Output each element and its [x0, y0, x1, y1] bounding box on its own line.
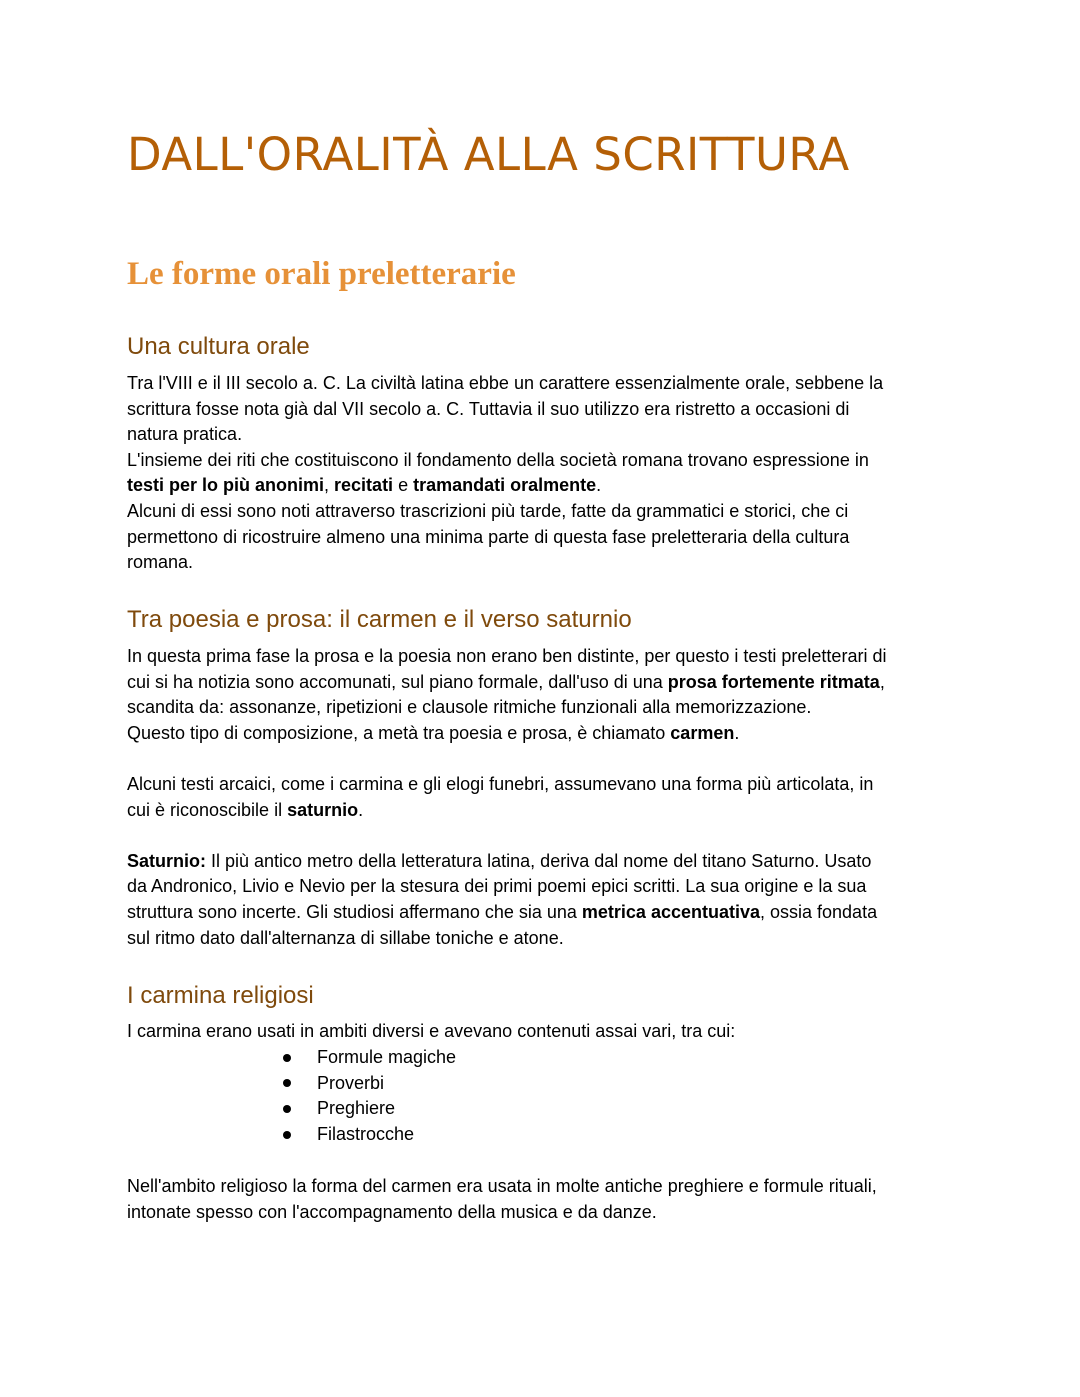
- list-item: [283, 1122, 456, 1148]
- text-span: In questa prima fase la prosa e la poesia non erano ben distinte, per questo i testi preletterari di: [127, 646, 887, 666]
- subsection-heading: Una cultura orale: [127, 333, 310, 360]
- text-line: [127, 798, 886, 824]
- list-item-text: Proverbi: [317, 1072, 385, 1093]
- text-span: Questo tipo di composizione, a metà tra poesia e prosa, è chiamato: [127, 722, 671, 743]
- text-line: [127, 772, 886, 798]
- bold-text: saturnio: [287, 799, 359, 820]
- text-span: ,: [879, 671, 885, 692]
- text-span: cui è riconoscibile il: [127, 799, 288, 820]
- list-item-text: Filastrocche: [317, 1123, 415, 1144]
- bullet-icon: [283, 1079, 291, 1087]
- list-item: [283, 1071, 456, 1097]
- subsection-heading: Tra poesia e prosa: il carmen e il verso saturnio: [127, 606, 632, 633]
- text-span: , ossia fondata: [760, 901, 878, 922]
- bold-text: testi per lo più anonimi: [127, 475, 325, 496]
- paragraph: [127, 371, 883, 576]
- text-span: sul ritmo dato dall'alternanza di sillabe toniche e atone.: [127, 927, 564, 948]
- text-span: Alcuni di essi sono noti attraverso trascrizioni più tarde, fatte da grammatici e storici, che ci: [127, 500, 849, 521]
- text-line: [127, 695, 886, 721]
- text-line: [127, 874, 886, 900]
- text-span: scrittura fosse nota già dal VII secolo a. C. Tuttavia il suo utilizzo era ristretto a occasioni di: [127, 398, 850, 419]
- bold-text: tramandati oralmente: [413, 475, 597, 496]
- bold-text: prosa fortemente ritmata: [667, 671, 880, 692]
- text-span: romana.: [127, 552, 194, 573]
- text-span: Nell'ambito religioso la forma del carmen era usata in molte antiche preghiere e formule rituali,: [127, 1176, 877, 1196]
- text-line: [127, 823, 886, 849]
- text-line: [127, 849, 886, 875]
- text-span: Il più antico metro della letteratura latina, deriva dal nome del titano Saturno. Usato: [206, 850, 872, 871]
- text-span: Alcuni testi arcaici, come i carmina e gli elogi funebri, assumevano una forma più articolata, in: [127, 773, 874, 794]
- paragraph: [127, 1019, 735, 1045]
- text-line: [127, 371, 883, 397]
- bold-text: recitati: [334, 475, 394, 496]
- subsection-heading: I carmina religiosi: [127, 982, 314, 1009]
- text-line: [127, 473, 883, 499]
- text-line: [127, 670, 886, 696]
- bold-text: Saturnio:: [127, 850, 206, 871]
- text-span: da Andronico, Livio e Nevio per la stesura dei primi poemi epici scritti. La sua origine e la sua: [127, 876, 867, 897]
- text-line: [127, 448, 883, 474]
- text-span: struttura sono incerte. Gli studiosi affermano che sia una: [127, 901, 582, 922]
- text-span: Tra l'VIII e il III secolo a. C. La civiltà latina ebbe un carattere essenzialmente orale, sebbene la: [127, 373, 884, 393]
- section-title: Le forme orali preletterarie: [127, 256, 516, 292]
- bullet-icon: [283, 1105, 291, 1113]
- text-span: .: [596, 475, 602, 496]
- list-item-text: Preghiere: [317, 1098, 396, 1119]
- text-line: [127, 1200, 877, 1226]
- list-item: [283, 1096, 456, 1122]
- text-span: L'insieme dei riti che costituiscono il fondamento della società romana trovano espressione in: [127, 449, 869, 470]
- text-line: [127, 926, 886, 952]
- text-line: [127, 1174, 877, 1200]
- bold-text: metrica accentuativa: [581, 901, 760, 922]
- text-span: natura pratica.: [127, 424, 243, 445]
- list-item-text: Formule magiche: [317, 1047, 457, 1067]
- text-span: cui si ha notizia sono accomunati, sul piano formale, dall'uso di una: [127, 671, 668, 692]
- list-item: [283, 1045, 456, 1071]
- bullet-icon: [283, 1131, 291, 1139]
- text-span: .: [734, 722, 740, 743]
- text-line: [127, 644, 886, 670]
- text-line: [127, 1019, 735, 1045]
- text-line: [127, 422, 883, 448]
- text-span: .: [358, 799, 364, 820]
- bullet-list: [283, 1045, 456, 1147]
- text-line: [127, 499, 883, 525]
- text-span: e: [393, 475, 414, 496]
- bold-text: carmen: [670, 722, 735, 743]
- text-line: [127, 721, 886, 747]
- text-line: [127, 525, 883, 551]
- text-line: [127, 900, 886, 926]
- text-line: [127, 397, 883, 423]
- text-span: scandita da: assonanze, ripetizioni e clausole ritmiche funzionali alla memorizzazione.: [127, 697, 812, 718]
- text-line: [127, 550, 883, 576]
- text-span: I carmina erano usati in ambiti diversi e avevano contenuti assai vari, tra cui:: [127, 1021, 736, 1041]
- text-span: intonate spesso con l'accompagnamento della musica e da danze.: [127, 1201, 657, 1222]
- text-line: [127, 746, 886, 772]
- paragraph: [127, 644, 886, 951]
- document-title: DALL'ORALITÀ ALLA SCRITTURA: [127, 128, 850, 181]
- text-span: permettono di ricostruire almeno una minima parte di questa fase preletteraria della cultura: [127, 526, 850, 547]
- bullet-icon: [283, 1054, 291, 1062]
- text-span: ,: [324, 475, 335, 496]
- paragraph: [127, 1174, 877, 1225]
